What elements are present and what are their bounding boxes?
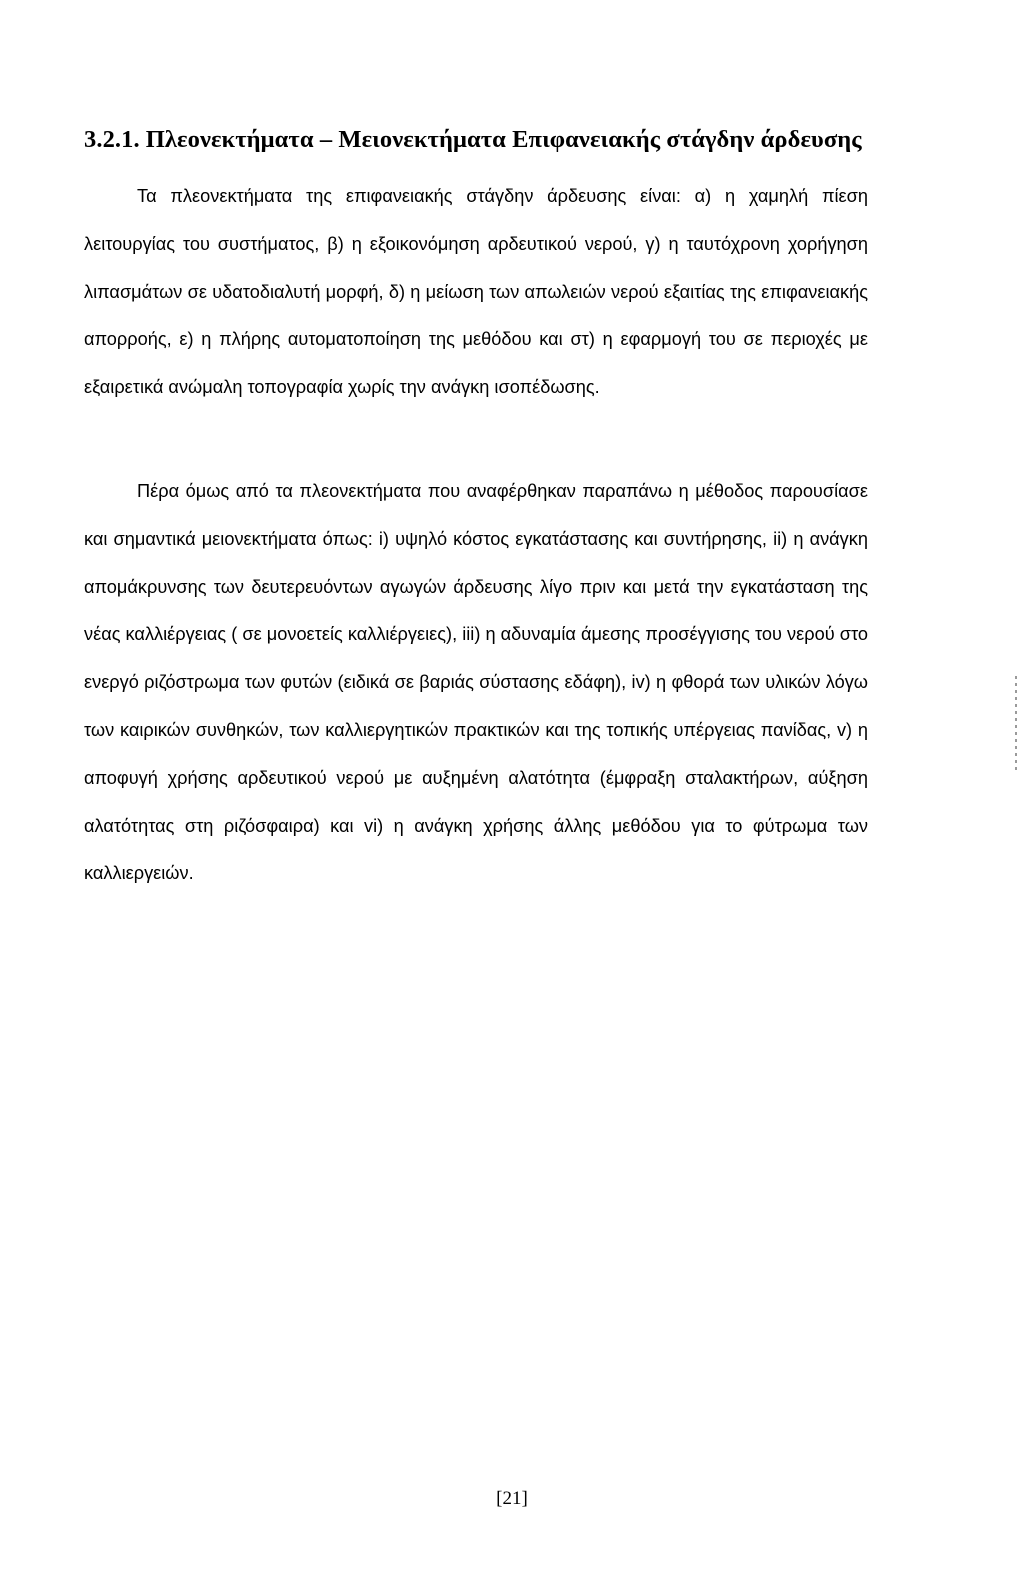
section-heading [84,126,954,154]
scan-artifact-line [1015,676,1017,771]
page-number: [21] [496,1488,528,1509]
section-title: Πλεονεκτήματα – Μειονεκτήματα Επιφανειακής στάγδην άρδευσης [145,126,862,153]
paragraph-disadvantages: Πέρα όμως από τα πλεονεκτήματα που αναφέρθηκαν παραπάνω η μέθοδος παρουσίασε και σημαντικά μειονεκτήματα όπως: i) υψηλό κόστος εγκατάστασης και συντήρησης, ii) η ανάγκη απομάκρυνσης των δευτερευόντων αγωγών άρδευσης λίγο πριν και μετά την εγκατάσταση της νέας καλλιέργειας ( σε μονοετείς καλλιέργειες), iii) η αδυναμία άμεσης προσέγγισης του νερού στο ενεργό ριζόστρωμα των φυτών (ειδικά σε βαριάς σύστασης εδάφη), iv) η φθορά των υλικών λόγω των καιρικών συνθηκών, των καλλιεργητικών πρακτικών και της τοπικής υπέργειας πανίδας, v) η αποφυγή χρήσης αρδευτικού νερού με αυξημένη αλατότητα (έμφραξη σταλακτήρων, αύξηση αλατότητας στη ριζόσφαιρα) και vi) η ανάγκη χρήσης άλλης μεθόδου για το φύτρωμα των καλλιεργειών. [84,481,868,884]
section-number: 3.2.1. [84,126,140,153]
paragraph-advantages: Τα πλεονεκτήματα της επιφανειακής στάγδην άρδευσης είναι: α) η χαμηλή πίεση λειτουργίας του συστήματος, β) η εξοικονόμηση αρδευτικού νερού, γ) η ταυτόχρονη χορήγηση λιπασμάτων σε υδατοδιαλυτή μορφή, δ) η μείωση των απωλειών νερού εξαιτίας της επιφανειακής απορροής, ε) η πλήρης αυτοματοποίηση της μεθόδου και στ) η εφαρμογή του σε περιοχές με εξαιρετικά ανώμαλη τοπογραφία χωρίς την ανάγκη ισοπέδωσης. [84,186,868,398]
